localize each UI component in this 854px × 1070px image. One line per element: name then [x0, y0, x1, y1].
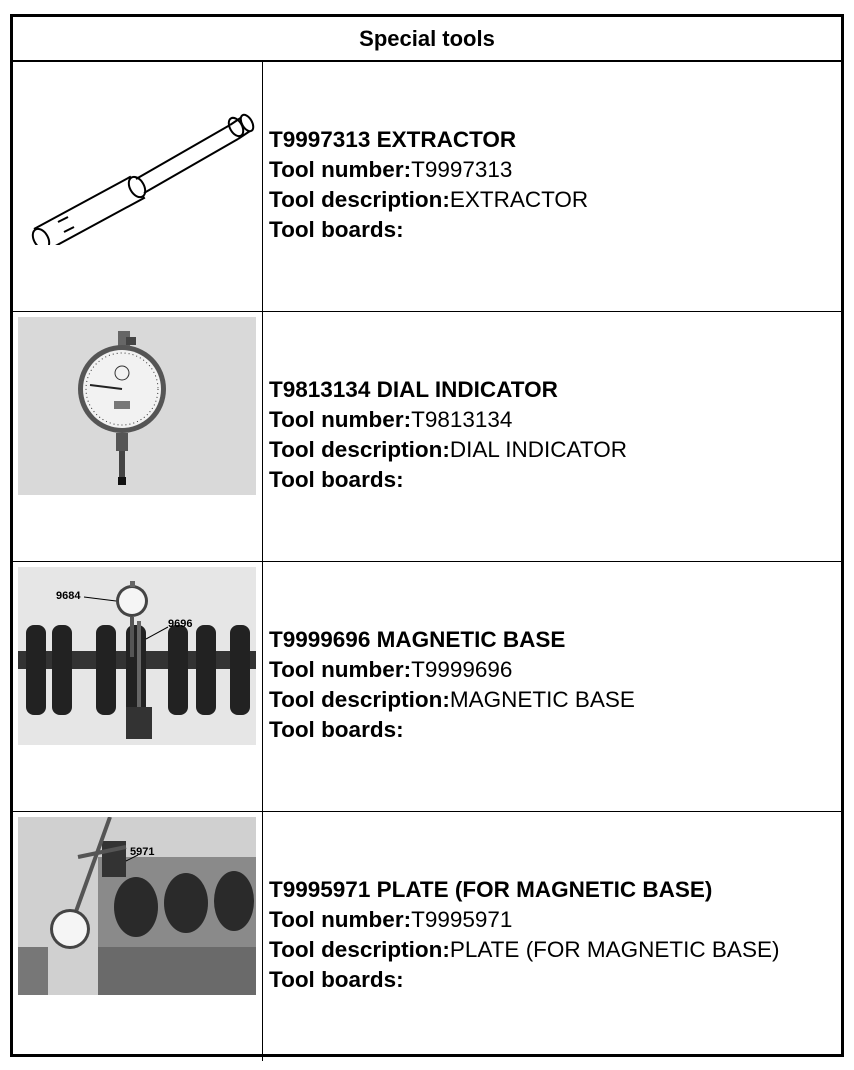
- tool-description-line: Tool description:DIAL INDICATOR: [269, 437, 627, 462]
- tool-description-value: EXTRACTOR: [449, 187, 589, 212]
- tool-number-value: T9997313: [411, 157, 513, 182]
- callout-9684: 9684: [56, 590, 81, 602]
- tool-description-value: MAGNETIC BASE: [449, 687, 635, 712]
- plate-photo: [18, 817, 256, 995]
- tool-boards-label: Tool boards:: [269, 967, 404, 992]
- tool-info: [269, 562, 841, 811]
- callout-9696: 9696: [168, 618, 193, 630]
- tool-heading: T9999696 MAGNETIC BASE: [269, 627, 566, 652]
- tool-image-cell: [13, 312, 263, 561]
- tool-info: [269, 312, 841, 561]
- tool-row-plate: [13, 812, 841, 1061]
- tool-info: [269, 812, 841, 1061]
- tool-description-line: Tool description:PLATE (FOR MAGNETIC BASE): [269, 937, 780, 962]
- tool-boards-label: Tool boards:: [269, 217, 404, 242]
- tool-number-line: Tool number:T9813134: [269, 407, 513, 432]
- tool-number-value: T9813134: [411, 407, 513, 432]
- tool-heading: T9997313 EXTRACTOR: [269, 127, 517, 152]
- tool-image-cell: [13, 62, 263, 311]
- tool-row-extractor: [13, 62, 841, 312]
- tool-info: [269, 62, 841, 311]
- tool-number-value: T9999696: [411, 657, 513, 682]
- extractor-drawing: [18, 67, 256, 245]
- tool-row-dial-indicator: [13, 312, 841, 562]
- tool-image-cell: [13, 812, 263, 1061]
- tool-number-line: Tool number:T9999696: [269, 657, 513, 682]
- tool-description-line: Tool description:MAGNETIC BASE: [269, 687, 635, 712]
- tool-image-cell: [13, 562, 263, 811]
- tool-number-value: T9995971: [411, 907, 513, 932]
- magnetic-base-photo: [18, 567, 256, 745]
- special-tools-table: [10, 14, 844, 1057]
- tool-description-value: PLATE (FOR MAGNETIC BASE): [449, 937, 780, 962]
- table-header: Special tools: [13, 17, 841, 62]
- callout-5971: 5971: [130, 846, 155, 858]
- tool-boards-label: Tool boards:: [269, 467, 404, 492]
- tool-number-line: Tool number:T9997313: [269, 157, 513, 182]
- tool-boards-label: Tool boards:: [269, 717, 404, 742]
- tool-number-line: Tool number:T9995971: [269, 907, 513, 932]
- tool-description-line: Tool description:EXTRACTOR: [269, 187, 589, 212]
- tool-description-value: DIAL INDICATOR: [449, 437, 627, 462]
- tool-heading: T9995971 PLATE (FOR MAGNETIC BASE): [269, 877, 713, 902]
- tool-heading: T9813134 DIAL INDICATOR: [269, 377, 558, 402]
- dial-indicator-photo: [18, 317, 256, 495]
- tool-row-magnetic-base: [13, 562, 841, 812]
